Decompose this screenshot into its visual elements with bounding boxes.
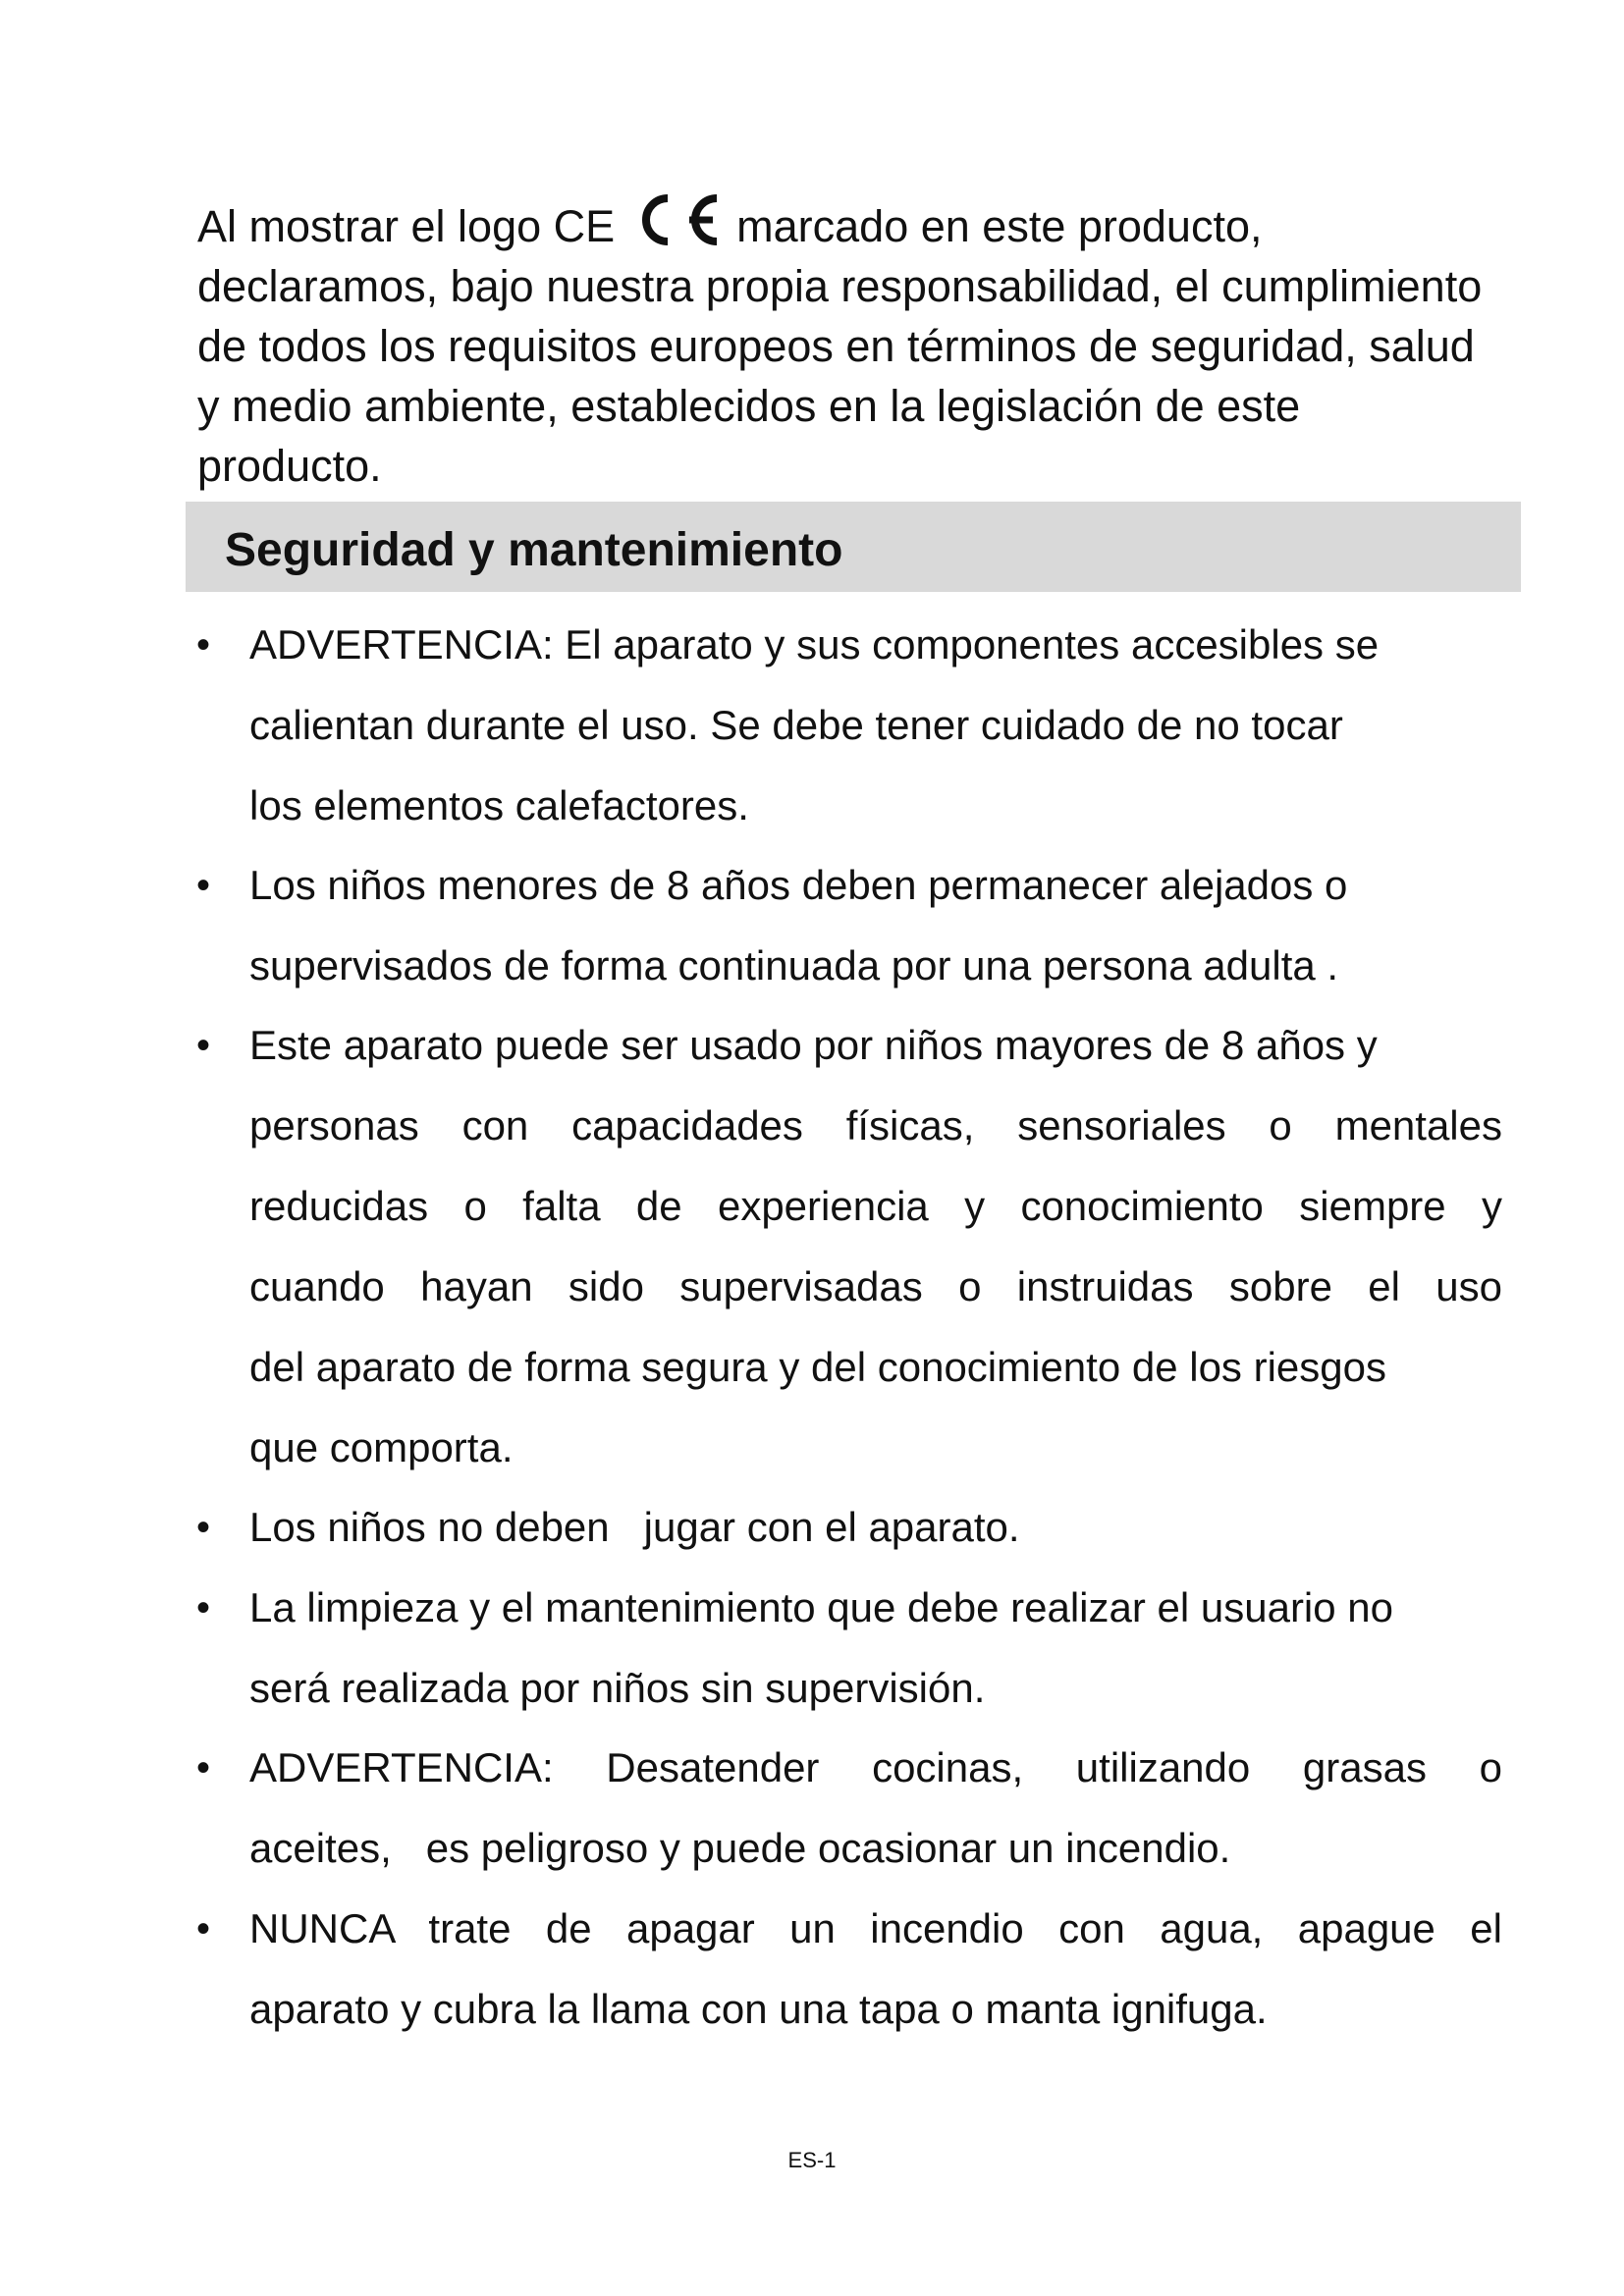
- bullet-line: personas con capacidades físicas, sensoriales o mentales: [249, 1102, 1502, 1148]
- bullet-line: Este aparato puede ser usado por niños mayores de 8 años y: [249, 1022, 1378, 1068]
- bullet-dot-icon: •: [196, 1907, 211, 1950]
- bullet-line: los elementos calefactores.: [249, 782, 749, 828]
- bullet-line: cuando hayan sido supervisadas o instruidas sobre el uso: [249, 1263, 1502, 1309]
- bullet-line: Los niños no deben jugar con el aparato.: [249, 1504, 1020, 1550]
- bullet-line: supervisados de forma continuada por una persona adulta .: [249, 942, 1339, 988]
- bullet-line: aparato y cubra la llama con una tapa o manta ignifuga.: [249, 1986, 1268, 2032]
- bullet-line: del aparato de forma segura y del conocimiento de los riesgos: [249, 1344, 1386, 1390]
- bullet-dot-icon: •: [196, 1024, 211, 1067]
- bullet-line: aceites, es peligroso y puede ocasionar un incendio.: [249, 1825, 1231, 1871]
- ce-mark-logo: [628, 192, 725, 247]
- intro-line-1: Al mostrar el logo CE marcado en este producto,: [197, 192, 1543, 256]
- page-number: ES-1: [787, 2148, 837, 2172]
- bullet-line: NUNCA trate de apagar un incendio con agua, apague el: [249, 1905, 1502, 1951]
- bullet-line: ADVERTENCIA: Desatender cocinas, utilizando grasas o: [249, 1744, 1502, 1790]
- bullet-dot-icon: •: [196, 1746, 211, 1789]
- bullet-line: que comporta.: [249, 1424, 514, 1470]
- bullet-line: La limpieza y el mantenimiento que debe realizar el usuario no: [249, 1584, 1394, 1630]
- bullet-line: reducidas o falta de experiencia y conocimiento siempre y: [249, 1183, 1502, 1229]
- bullet-line: será realizada por niños sin supervisión.: [249, 1665, 986, 1711]
- section-header: [186, 502, 1521, 592]
- section-title: Seguridad y mantenimiento: [225, 524, 843, 576]
- bullet-line: calientan durante el uso. Se debe tener cuidado de no tocar: [249, 702, 1343, 748]
- ce-declaration-paragraph: [197, 192, 1543, 496]
- intro-line-2: declaramos, bajo nuestra propia responsabilidad, el cumplimiento: [197, 261, 1483, 311]
- bullet-dot-icon: •: [196, 1586, 211, 1629]
- bullet-dot-icon: •: [196, 623, 211, 667]
- intro-line-4: y medio ambiente, establecidos en la legislación de este: [197, 381, 1301, 431]
- bullet-line: Los niños menores de 8 años deben permanecer alejados o: [249, 862, 1348, 908]
- bullet-line: ADVERTENCIA: El aparato y sus componentes accesibles se: [249, 621, 1380, 667]
- bullet-dot-icon: •: [196, 864, 211, 907]
- bullet-dot-icon: •: [196, 1506, 211, 1549]
- intro-line-5: producto.: [197, 441, 382, 491]
- intro-line-3: de todos los requisitos europeos en términos de seguridad, salud: [197, 321, 1475, 371]
